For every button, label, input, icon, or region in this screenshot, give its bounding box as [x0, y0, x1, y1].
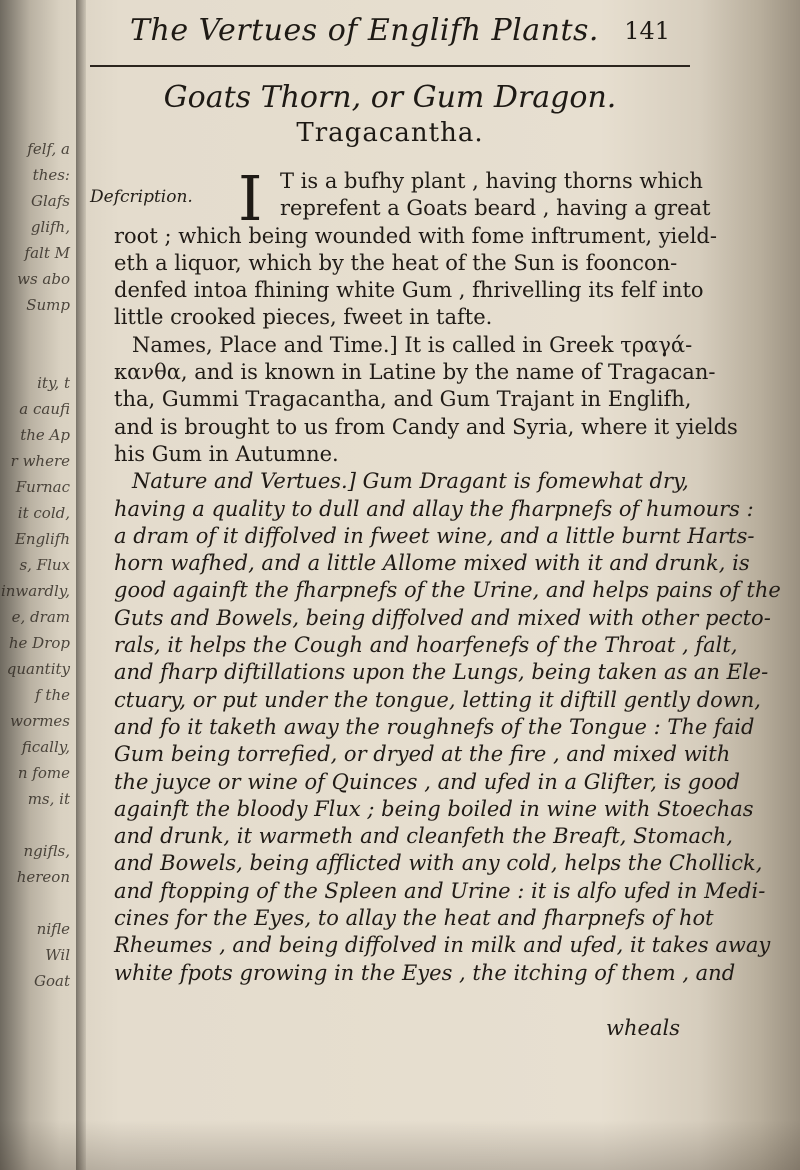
text-line: Gum being torrefied, or dryed at the fire , and mixed with: [114, 742, 731, 767]
left-page-fragment: fically,: [21, 738, 70, 756]
left-page-fragment: wormes: [10, 712, 70, 730]
page-shadow: [0, 1120, 800, 1170]
text-line: Rheumes , and being diffolved in milk and ufed, it takes away: [114, 933, 771, 958]
text-line: Names, Place and Time.] It is called in Greek τραγά-: [132, 332, 693, 357]
right-page: [90, 0, 781, 1170]
running-head: [90, 5, 690, 67]
left-page-fragment: a caufi: [19, 400, 70, 418]
text-line: little crooked pieces, fweet in tafte.: [114, 305, 493, 330]
left-page-fragment: [0, 348, 74, 374]
left-page-fragment: Glafs: [31, 192, 70, 210]
left-page-fragment: glifh,: [30, 218, 70, 236]
left-page-fragments: [0, 140, 74, 1040]
left-page-fragment: the Ap: [20, 426, 70, 444]
text-line: κανθα, and is known in Latine by the name of Tragacan-: [114, 360, 716, 385]
left-page-fragment: ity, t: [37, 374, 70, 392]
left-page-fragment: Goat: [34, 972, 70, 990]
text-line: his Gum in Autumne.: [114, 441, 339, 466]
text-line: good againft the fharpnefs of the Urine, and helps pains of the: [114, 578, 781, 603]
left-page-fragment: thes:: [32, 166, 70, 184]
text-line: the juyce or wine of Quinces , and ufed in a Glifter, is good: [114, 769, 740, 794]
left-page-fragment: felf, a: [27, 140, 70, 158]
left-page-fragment: Englifh: [14, 530, 70, 548]
text-line: having a quality to dull and allay the fharpnefs of humours :: [114, 496, 754, 521]
book-gutter: [76, 0, 86, 1170]
text-line: rals, it helps the Cough and hoarfenefs of the Throat , falt,: [114, 633, 738, 658]
left-page-fragment: [0, 894, 74, 920]
text-line: Guts and Bowels, being diffolved and mixed with other pecto-: [114, 605, 771, 630]
page-number: 141: [624, 17, 670, 45]
left-page-fragment: n fome: [17, 764, 70, 782]
margin-note: Defcription.: [90, 187, 193, 207]
left-page-fragment: falt M: [24, 244, 70, 262]
section-heading: Goats Thorn, or Gum Dragon.: [163, 80, 617, 115]
left-page-fragment: [0, 322, 74, 348]
left-page-fragment: Sump: [26, 296, 70, 314]
text-line: reprefent a Goats beard , having a great: [280, 196, 711, 221]
text-line: tha, Gummi Tragacantha, and Gum Trajant in Englifh,: [114, 387, 692, 412]
left-page-fragment: ws abo: [17, 270, 70, 288]
text-line: eth a liquor, which by the heat of the Sun is fooncon-: [114, 250, 678, 275]
left-page-fragment: e, dram: [11, 608, 70, 626]
body-text: [90, 162, 781, 987]
text-line: cines for the Eyes, to allay the heat and fharpnefs of hot: [114, 906, 714, 931]
left-page-fragment: ngifls,: [23, 842, 70, 860]
left-page-fragment: he Drop: [8, 634, 70, 652]
catchword: wheals: [606, 1016, 680, 1040]
left-page-fragment: hereon: [16, 868, 70, 886]
left-page-fragment: nifle: [36, 920, 70, 938]
left-page-fragment: f the: [35, 686, 70, 704]
text-line: horn wafhed, and a little Allome mixed with it and drunk, is: [114, 551, 750, 576]
drop-cap: I: [238, 162, 263, 235]
text-line: and drunk, it warmeth and cleanfeth the Breaft, Stomach,: [114, 824, 733, 849]
text-line: ctuary, or put under the tongue, letting it diftill gently down,: [114, 687, 761, 712]
text-line: and fo it taketh away the roughnefs of the Tongue : The faid: [114, 714, 755, 739]
text-line: root ; which being wounded with fome inftrument, yield-: [114, 223, 717, 248]
text-line: and ftopping of the Spleen and Urine : it is alfo ufed in Medi-: [114, 878, 766, 903]
text-line: white fpots growing in the Eyes , the itching of them , and: [114, 960, 736, 985]
text-line: and fharp diftillations upon the Lungs, being taken as an Ele-: [114, 660, 769, 685]
section-subheading: Tragacantha.: [296, 118, 484, 148]
left-page-fragment: it cold,: [17, 504, 70, 522]
left-page-fragment: Wil: [45, 946, 70, 964]
left-page-fragment: quantity: [6, 660, 70, 678]
text-line: and Bowels, being afflicted with any cold, helps the Chollick,: [114, 851, 763, 876]
text-line: and is brought to us from Candy and Syria, where it yields: [114, 414, 738, 439]
left-page-fragment: inwardly,: [0, 582, 70, 600]
text-line: Nature and Vertues.] Gum Dragant is fomewhat dry,: [132, 469, 689, 494]
text-line: denfed intoa fhining white Gum , fhrivelling its felf into: [114, 278, 704, 303]
left-page-fragment: Furnac: [15, 478, 70, 496]
left-page-fragment: [0, 816, 74, 842]
text-line: againft the bloody Flux ; being boiled in wine with Stoechas: [114, 796, 754, 821]
left-page-fragment: ms, it: [27, 790, 70, 808]
running-head-title: The Vertues of Englifh Plants.: [130, 13, 599, 48]
text-line: T is a bufhy plant , having thorns which: [280, 169, 703, 193]
left-page-fragment: r where: [10, 452, 70, 470]
left-page-fragment: s, Flux: [19, 556, 70, 574]
text-line: a dram of it diffolved in fweet wine, and a little burnt Harts-: [114, 523, 755, 548]
